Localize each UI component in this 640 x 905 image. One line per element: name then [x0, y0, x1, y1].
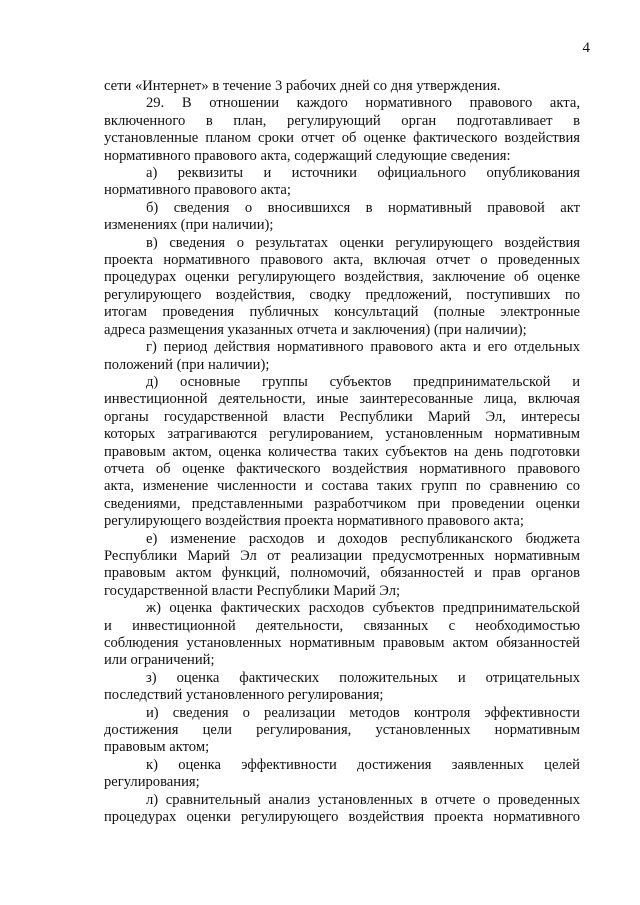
text-line: сведениями, представленными разработчиком при проведении оценки — [104, 495, 580, 512]
text-line: регулирования; — [104, 774, 200, 791]
text-line: или ограничений; — [104, 652, 215, 669]
document-body — [104, 78, 580, 826]
text-line: проекта нормативного правового акта, включая отчет о проведенных — [104, 252, 580, 269]
text-line: б) сведения о вносившихся в нормативный правовой акт — [146, 199, 580, 216]
text-line: а) реквизиты и источники официального опубликования — [146, 165, 580, 182]
text-line: включенного в план, регулирующий орган подготавливает в — [104, 112, 580, 129]
text-line: сети «Интернет» в течение 3 рабочих дней со дня утверждения. — [104, 78, 501, 94]
text-line: итогам проведения публичных консультаций (полные электронные — [104, 304, 580, 321]
text-line: и) сведения о реализации методов контроля эффективности — [146, 704, 580, 721]
text-line: нормативного правового акта; — [104, 182, 291, 199]
text-line: инвестиционной деятельности, иные заинтересованные лица, включая — [104, 391, 580, 408]
text-line: достижения цели регулирования, установленных нормативным — [104, 722, 580, 739]
paragraph — [104, 235, 580, 339]
text-line: адреса размещения указанных отчета и заключения) (при наличии); — [104, 321, 527, 338]
text-line: в) сведения о результатах оценки регулирующего воздействия — [146, 234, 580, 251]
text-line: д) основные группы субъектов предпринимательской и — [146, 373, 580, 390]
paragraph — [104, 531, 580, 601]
text-line: акта, изменение численности и состава таких групп по сравнению со — [104, 478, 580, 495]
text-line: е) изменение расходов и доходов республиканского бюджета — [146, 530, 580, 547]
text-line: л) сравнительный анализ установленных в отчете о проведенных — [146, 791, 580, 808]
paragraph — [104, 95, 580, 165]
text-line: 29. В отношении каждого нормативного правового акта, — [146, 95, 580, 112]
text-line: процедурах оценки регулирующего воздействия проекта нормативного — [104, 809, 580, 826]
paragraph — [104, 792, 580, 827]
paragraph — [104, 705, 580, 757]
paragraph — [104, 339, 580, 374]
text-line: регулирующего воздействия проекта нормативного правового акта; — [104, 513, 524, 530]
paragraph — [104, 200, 580, 235]
text-line: ж) оценка фактических расходов субъектов предпринимательской — [146, 600, 580, 617]
text-line: и инвестиционной деятельности, связанных с необходимостью — [104, 617, 580, 634]
text-line: Республики Марий Эл от реализации предусмотренных нормативным — [104, 547, 580, 564]
text-line: правовым актом, оценка количества таких субъектов на день подготовки — [104, 443, 580, 460]
paragraph — [104, 757, 580, 792]
text-line: последствий установленного регулирования; — [104, 687, 384, 704]
text-line: которых затрагиваются регулированием, установленным нормативным — [104, 426, 580, 443]
text-line: з) оценка фактических положительных и отрицательных — [146, 669, 580, 686]
text-line: отчета об оценке фактического воздействия нормативного правового — [104, 460, 580, 477]
paragraph — [104, 78, 580, 95]
text-line: установленные планом сроки отчет об оценке фактического воздействия — [104, 130, 580, 147]
text-line: соблюдения установленных нормативным правовым актом обязанностей — [104, 635, 580, 651]
paragraph — [104, 165, 580, 200]
text-line: нормативного правового акта, содержащий следующие сведения: — [104, 147, 511, 164]
text-line: изменениях (при наличии); — [104, 217, 274, 234]
paragraph — [104, 600, 580, 670]
text-line: государственной власти Республики Марий Эл; — [104, 582, 401, 599]
text-line: правовым актом; — [104, 739, 210, 756]
text-line: правовым актом функций, полномочий, обязанностей и прав органов — [104, 565, 580, 582]
text-line: г) период действия нормативного правового акта и его отдельных — [146, 339, 580, 356]
text-line: органы государственной власти Республики Марий Эл, интересы — [104, 408, 580, 425]
text-line: процедурах оценки регулирующего воздействия, заключение об оценке — [104, 269, 580, 286]
text-line: положений (при наличии); — [104, 356, 270, 373]
paragraph — [104, 374, 580, 531]
paragraph — [104, 670, 580, 705]
text-line: регулирующего воздействия, сводку предложений, поступивших по — [104, 286, 580, 303]
page-number: 4 — [582, 40, 590, 56]
text-line: к) оценка эффективности достижения заявленных целей — [146, 756, 580, 773]
